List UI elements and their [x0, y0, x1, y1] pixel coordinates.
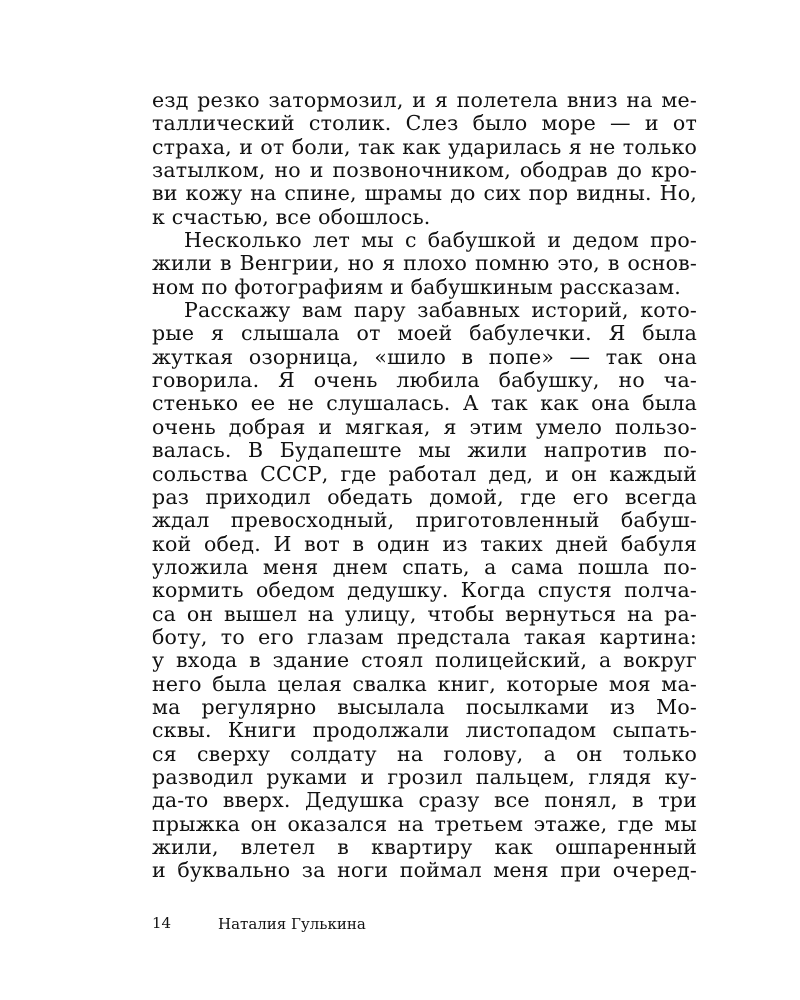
text-line: очень добрая и мягкая, я этим умело пользо- — [152, 414, 697, 439]
text-line: кормить обедом дедушку. Когда спустя полча- — [152, 578, 697, 603]
running-footer-author: Наталия Гулькина — [218, 915, 366, 933]
text-line: ма регулярно высылала посылками из Мо- — [152, 694, 697, 719]
text-line: прыжка он оказался на третьем этаже, где мы — [152, 811, 697, 836]
body-text — [152, 89, 697, 883]
text-line: ном по фотографиям и бабушкиным рассказам. — [152, 274, 681, 299]
page-number: 14 — [152, 914, 172, 932]
text-line: жуткая озорница, «шило в попе» — так она — [152, 344, 697, 369]
paragraph-start-line: Несколько лет мы с бабушкой и дедом про- — [184, 228, 697, 253]
text-line: стенько ее не слушалась. А так как она была — [152, 391, 697, 416]
text-line: ви кожу на спине, шрамы до сих пор видны. Но, — [152, 181, 697, 206]
text-line: раз приходил обедать домой, где его всегда — [152, 484, 697, 509]
paragraph-start-line: Расскажу вам пару забавных историй, кото- — [184, 298, 697, 323]
text-line: кой обед. И вот в один из таких дней бабуля — [152, 531, 697, 556]
text-line: говорила. Я очень любила бабушку, но ча- — [152, 368, 697, 393]
text-line: жили, влетел в квартиру как ошпаренный — [152, 835, 697, 859]
text-line: боту, то его глазам предстала такая картина: — [152, 624, 697, 649]
text-line: к счастью, все обошлось. — [152, 204, 431, 229]
text-line: жили в Венгрии, но я плохо помню это, в основ- — [152, 251, 697, 276]
text-line: разводил руками и грозил пальцем, глядя ку- — [152, 764, 697, 789]
text-line: него была целая свалка книг, которые моя ма- — [152, 671, 697, 696]
text-line: ждал превосходный, приготовленный бабуш- — [152, 508, 697, 533]
text-line: ся сверху солдату на голову, а он только — [152, 741, 697, 766]
text-line: да-то вверх. Дедушка сразу все понял, в три — [152, 788, 697, 813]
text-line: уложила меня днем спать, а сама пошла по- — [152, 554, 697, 579]
text-line: таллический столик. Слез было море — и от — [152, 111, 697, 136]
text-line: рые я слышала от моей бабулечки. Я была — [152, 321, 697, 346]
text-line: са он вышел на улицу, чтобы вернуться на ра- — [152, 601, 697, 626]
page-footer — [152, 914, 552, 938]
text-line: езд резко затормозил, и я полетела вниз на ме- — [152, 88, 697, 112]
text-line: страха, и от боли, так как ударилась я не только — [152, 134, 697, 159]
text-line: валась. В Будапеште мы жили напротив по- — [152, 438, 697, 463]
text-line: сквы. Книги продолжали листопадом сыпать- — [152, 718, 697, 743]
text-line: затылком, но и позвоночником, ободрав до кро- — [152, 158, 697, 183]
text-line: сольства СССР, где работал дед, и он каждый — [152, 461, 697, 486]
text-line: и буквально за ноги поймал меня при очеред- — [152, 858, 697, 883]
text-line: у входа в здание стоял полицейский, а вокруг — [152, 648, 697, 673]
